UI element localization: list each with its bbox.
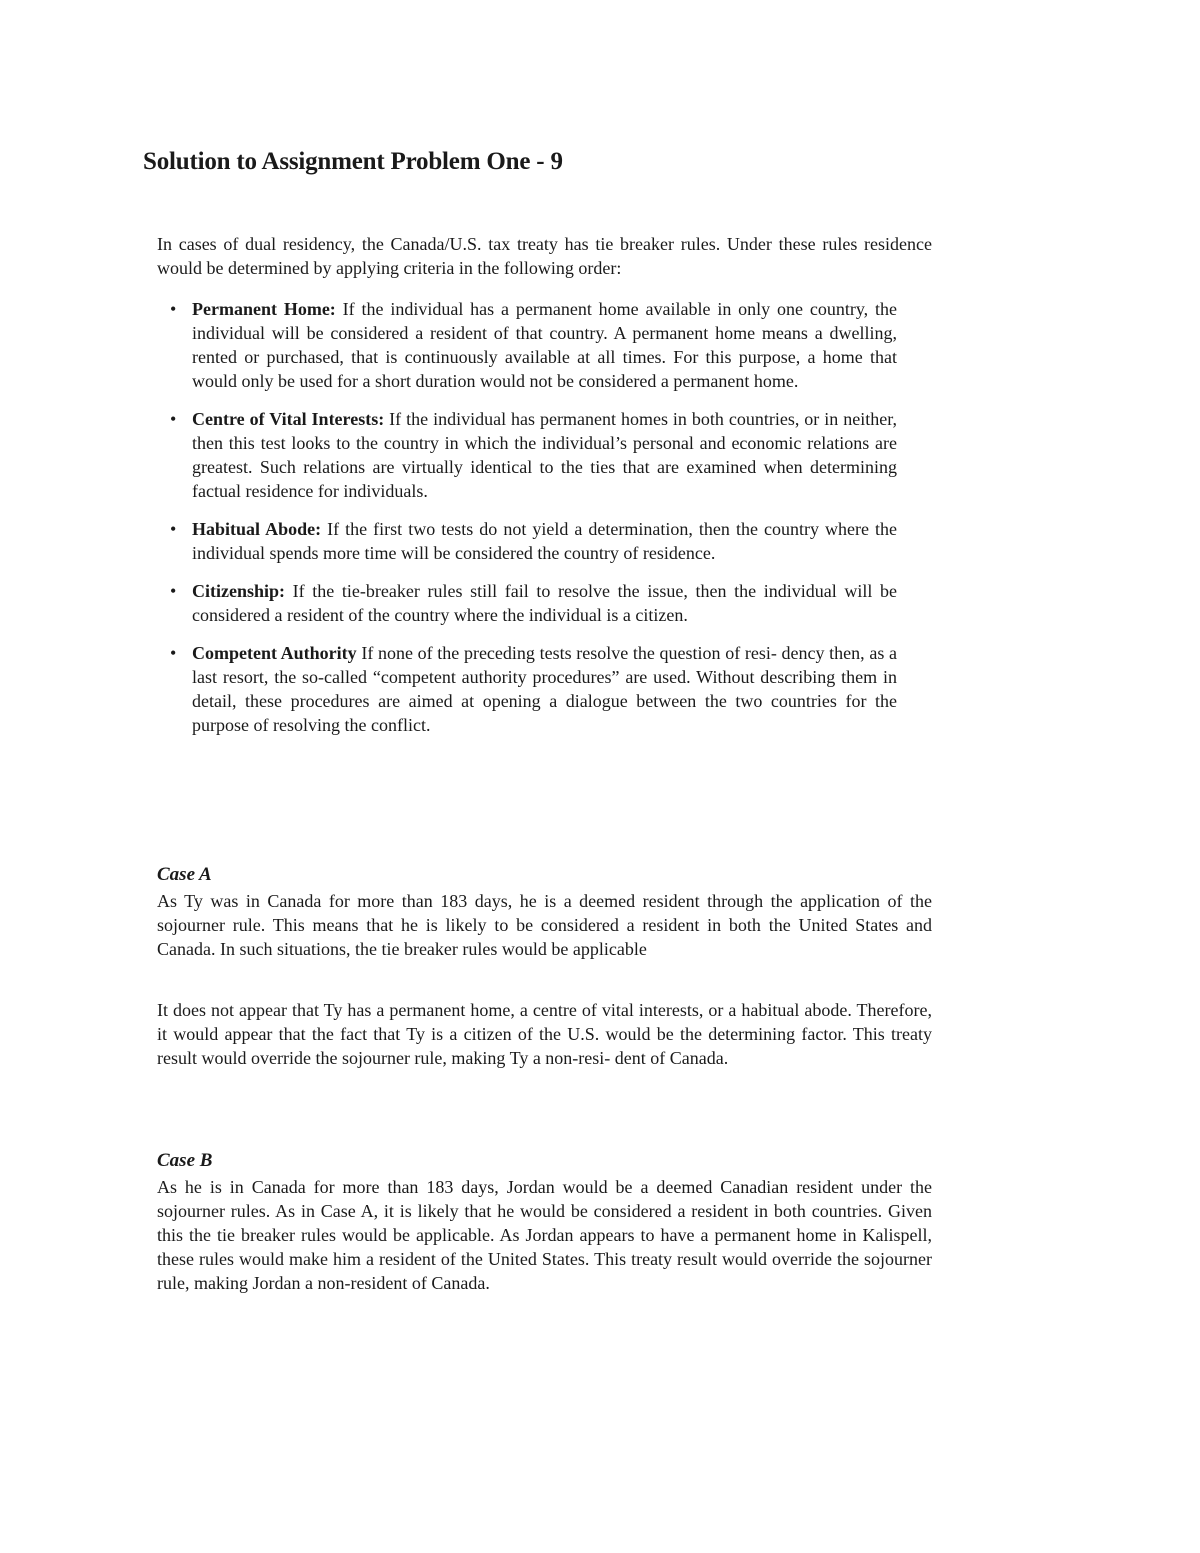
criterion-text: If none of the preceding tests resolve the question of resi- dency then, as a last resort, the so-called “competent authority procedures” are used. Without describing them in detail, these procedures are aimed at opening a dialogue between the two countries for the purpose of resolving the conflict. xyxy=(192,643,897,735)
criterion-term: Habitual Abode: xyxy=(192,519,322,539)
list-item-habitual-abode xyxy=(170,517,897,565)
case-b-heading: Case B xyxy=(157,1150,213,1171)
intro-paragraph: In cases of dual residency, the Canada/U.S. tax treaty has tie breaker rules. Under these rules residence would be determined by applying criteria in the following order: xyxy=(157,234,932,278)
criterion-text: If the first two tests do not yield a determination, then the country where the individual spends more time will be considered the country of residence. xyxy=(192,519,897,563)
page-title: Solution to Assignment Problem One - 9 xyxy=(143,148,563,175)
criterion-text: If the tie-breaker rules still fail to resolve the issue, then the individual will be considered a resident of the country where the individual is a citizen. xyxy=(192,581,897,625)
criterion-term: Citizenship: xyxy=(192,581,286,601)
bullet-icon: • xyxy=(170,581,177,601)
criterion-text: If the individual has permanent homes in both countries, or in neither, then this test looks to the country in which the individual’s personal and economic relations are greatest. Such relations are virtually identical to the ties that are examined when determining factual residence for individuals. xyxy=(192,409,897,501)
criterion-term: Permanent Home: xyxy=(192,299,336,319)
list-item-permanent-home xyxy=(170,297,897,393)
criterion-term: Centre of Vital Interests: xyxy=(192,409,385,429)
list-item-competent-authority xyxy=(170,641,897,737)
list-item-centre-of-vital-interests xyxy=(170,407,897,503)
case-b-paragraph-1: As he is in Canada for more than 183 days, Jordan would be a deemed Canadian resident under the sojourner rules. As in Case A, it is likely that he would be considered a resident in both countries. Given this the tie breaker rules would be applicable. As Jordan appears to have a permanent home in Kalispell, these rules would make him a resident of the United States. This treaty result would override the sojourner rule, making Jordan a non-resident of Canada. xyxy=(157,1177,932,1293)
bullet-icon: • xyxy=(170,519,177,539)
bullet-icon: • xyxy=(170,299,177,319)
tie-breaker-criteria-list xyxy=(170,297,897,751)
case-a-paragraph-2: It does not appear that Ty has a permanent home, a centre of vital interests, or a habitual abode. Therefore, it would appear that the fact that Ty is a citizen of the U.S. would be the determining factor. This treaty result would override the sojourner rule, making Ty a non-resi- dent of Canada. xyxy=(157,1000,932,1068)
list-item-citizenship xyxy=(170,579,897,627)
bullet-icon: • xyxy=(170,409,177,429)
case-a-heading: Case A xyxy=(157,864,212,885)
criterion-term: Competent Authority xyxy=(192,643,357,663)
case-a-paragraph-1: As Ty was in Canada for more than 183 days, he is a deemed resident through the application of the sojourner rule. This means that he is likely to be considered a resident in both the United States and Canada. In such situations, the tie breaker rules would be applicable xyxy=(157,891,932,959)
criterion-text: If the individual has a permanent home available in only one country, the individual will be considered a resident of that country. A permanent home means a dwelling, rented or purchased, that is continuously available at all times. For this purpose, a home that would only be used for a short duration would not be considered a permanent home. xyxy=(192,299,898,391)
bullet-icon: • xyxy=(170,643,177,663)
